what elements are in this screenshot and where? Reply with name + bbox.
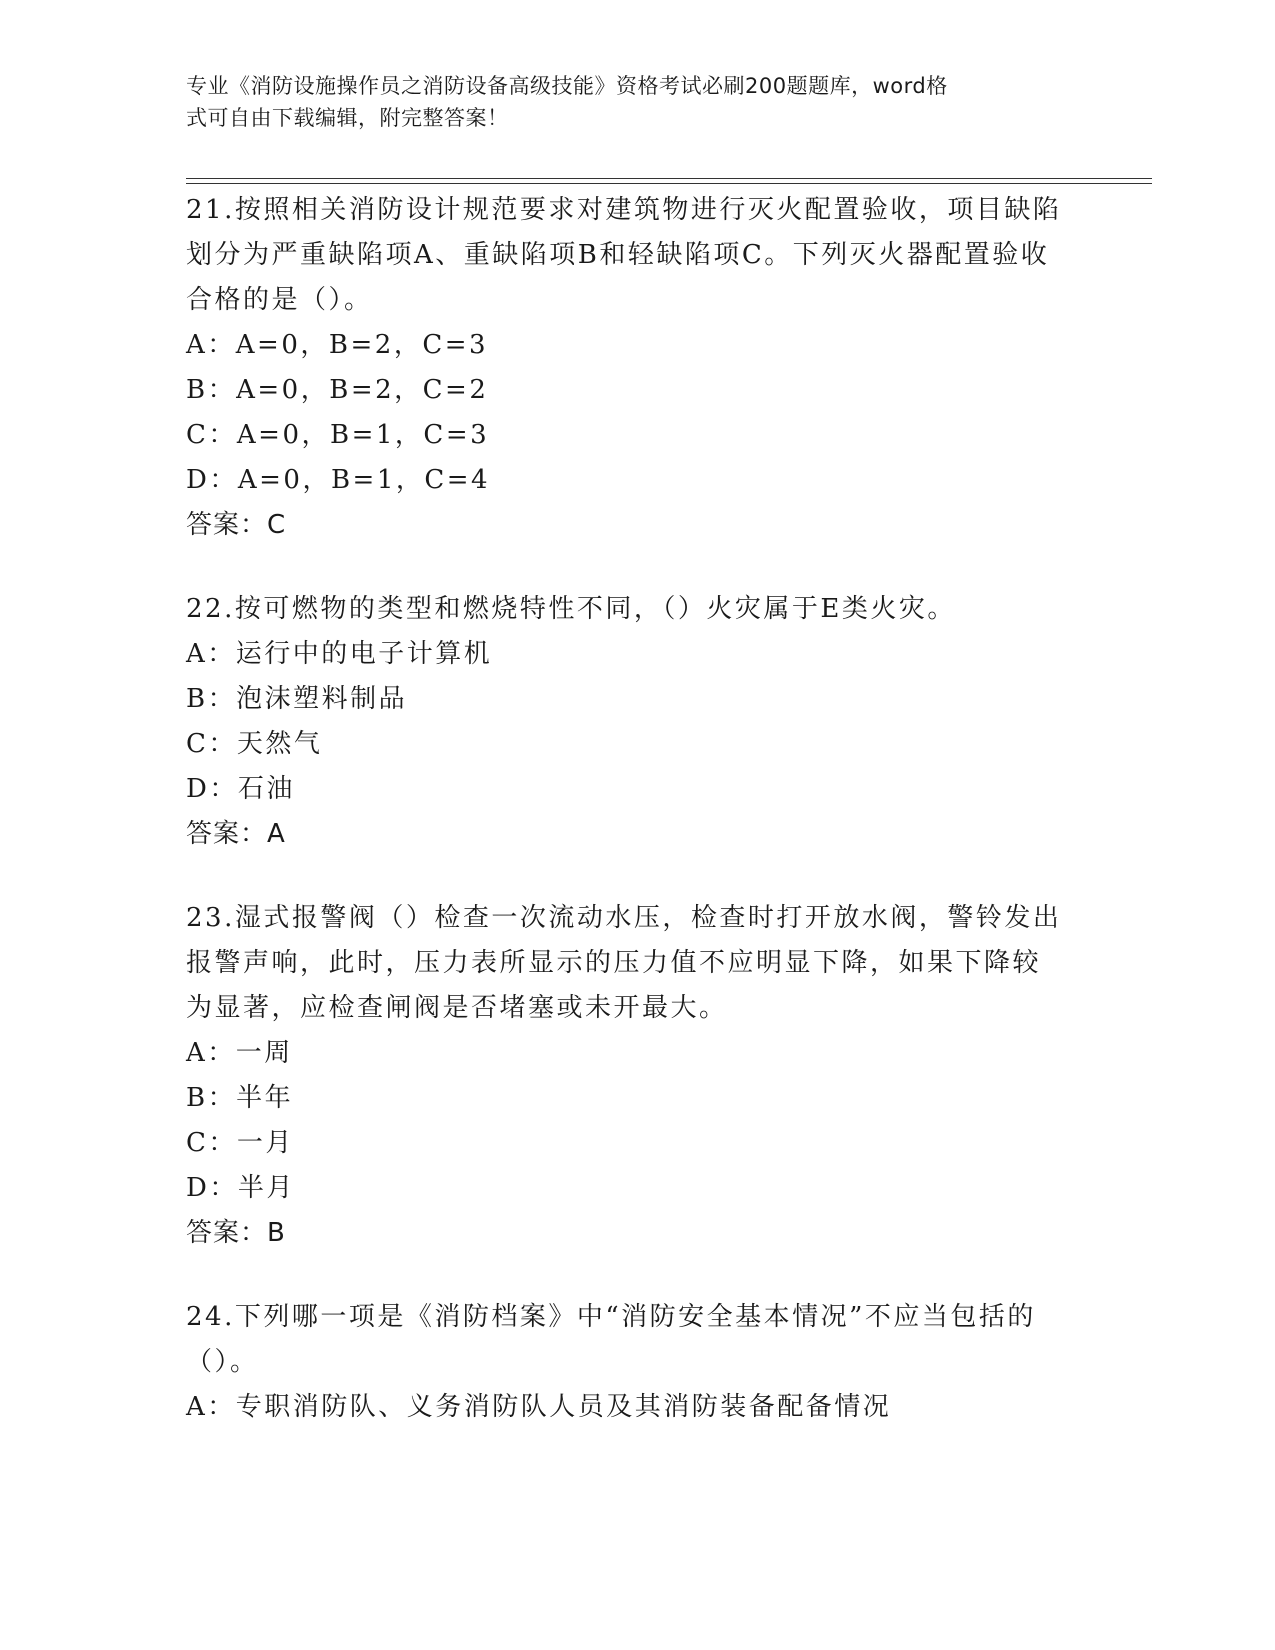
option-b: B：泡沫塑料制品 (186, 684, 408, 714)
option-b: B：A=0，B=2，C=2 (186, 375, 489, 405)
header-divider-top (186, 178, 1152, 179)
stem-line: 22.按可燃物的类型和燃烧特性不同，（）火灾属于E类火灾。 (186, 594, 956, 624)
stem-line: （）。 (186, 1347, 259, 1377)
stem-line: 划分为严重缺陷项A、重缺陷项B和轻缺陷项C。下列灭火器配置验收 (186, 240, 1050, 270)
stem-line: 为显著，应检查闸阀是否堵塞或未开最大。 (186, 993, 728, 1023)
header-divider-bottom (186, 183, 1152, 184)
option-d: D：半月 (186, 1173, 295, 1203)
answer-line: 答案：C (186, 510, 287, 540)
header-line-1: 专业《消防设施操作员之消防设备高级技能》资格考试必刷200题题库，word格 (186, 74, 948, 98)
question-stem (186, 587, 1086, 632)
question-stem (186, 1295, 1086, 1385)
question-list (186, 188, 1086, 1469)
option-a: A：A=0，B=2，C=3 (186, 330, 489, 360)
answer-line: 答案：B (186, 1218, 286, 1248)
option-a: A：运行中的电子计算机 (186, 639, 493, 669)
option-c: C：A=0，B=1，C=3 (186, 420, 490, 450)
document-header (186, 70, 1066, 134)
option-c: C：天然气 (186, 729, 323, 759)
option-d: D：石油 (186, 774, 295, 804)
option-b: B：半年 (186, 1083, 294, 1113)
question-23 (186, 896, 1086, 1256)
option-a: A：一周 (186, 1038, 293, 1068)
option-c: C：一月 (186, 1128, 294, 1158)
stem-line: 报警声响，此时，压力表所显示的压力值不应明显下降，如果下降较 (186, 948, 1042, 978)
stem-line: 23.湿式报警阀（）检查一次流动水压，检查时打开放水阀，警铃发出 (186, 903, 1062, 933)
answer-line: 答案：A (186, 819, 286, 849)
question-stem (186, 188, 1086, 323)
header-line-2: 式可自由下载编辑，附完整答案！ (186, 106, 509, 130)
stem-line: 24.下列哪一项是《消防档案》中“消防安全基本情况”不应当包括的 (186, 1302, 1036, 1332)
question-stem (186, 896, 1086, 1031)
stem-line: 合格的是（）。 (186, 285, 373, 315)
option-d: D：A=0，B=1，C=4 (186, 465, 491, 495)
question-24 (186, 1295, 1086, 1430)
question-21 (186, 188, 1086, 548)
question-22 (186, 587, 1086, 857)
option-a: A：专职消防队、义务消防队人员及其消防装备配备情况 (186, 1392, 892, 1422)
stem-line: 21.按照相关消防设计规范要求对建筑物进行灭火配置验收，项目缺陷 (186, 195, 1062, 225)
